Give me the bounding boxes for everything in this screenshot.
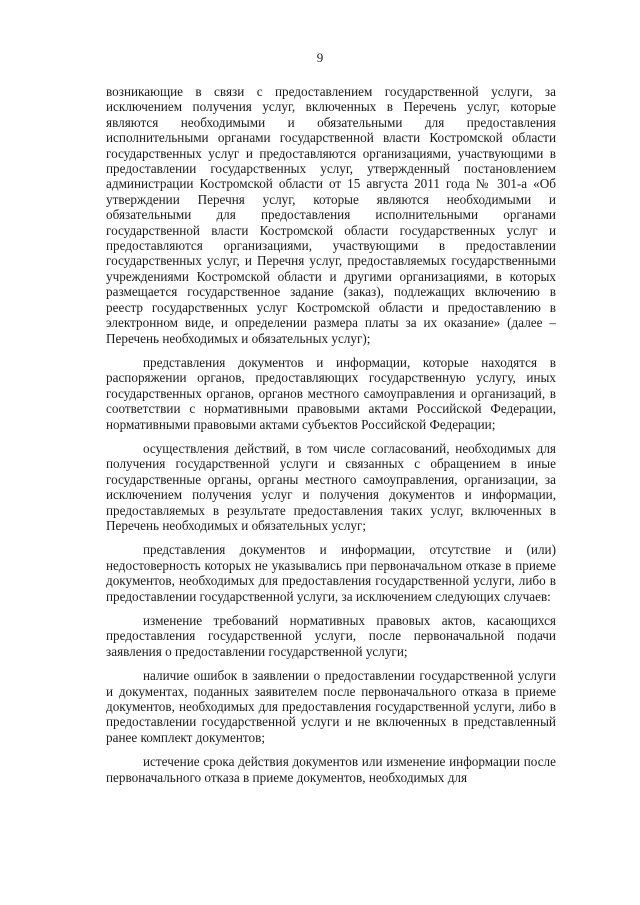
paragraph: представления документов и информации, которые находятся в распоряжении органов, предоставляющих государственную услугу, иных государственных органов, органов местного самоуправления и организаций, в соответствии с нормативными правовыми актами Российской Федерации, нормативными правовыми актами субъектов Российской Федерации; — [106, 354, 556, 432]
paragraph: осуществления действий, в том числе согласований, необходимых для получения государственной услуги и связанных с обращением в иные государственные органы, органы местного самоуправления, организации, за исключением получения услуг и получения документов и информации, предоставляемых в результате предоставления таких услуг, включенных в Перечень необходимых и обязательных услуг; — [106, 440, 556, 533]
paragraph: представления документов и информации, отсутствие и (или) недостоверность которых не указывались при первоначальном отказе в приеме документов, необходимых для предоставления государственной услуги, либо в предоставлении государственной услуги, за исключением следующих случаев: — [106, 542, 556, 604]
paragraph: истечение срока действия документов или изменение информации после первоначального отказа в приеме документов, необходимых для — [106, 754, 556, 785]
paragraph: возникающие в связи с предоставлением государственной услуги, за исключением получения услуг, включенных в Перечень услуг, которые являются необходимыми и обязательными для предоставления исполнительными органами государственной власти Костромской области государственных услуг и предоставляются организациями, участвующими в предоставлении государственных услуг, утвержденный постановлением администрации Костромской области от 15 августа 2011 года № 301-а «Об утверждении Перечня услуг, которые являются необходимыми и обязательными для предоставления исполнительными органами государственной власти Костромской области государственных услуг и предоставляются организациями, участвующими в предоставлении государственных услуг, и Перечня услуг, предоставляемых государственными учреждениями Костромской области и другими организациями, в которых размещается государственное задание (заказ), подлежащих включению в реестр государственных услуг Костромской области и предоставлению в электронном виде, и определении размера платы за их оказание» (далее – Перечень необходимых и обязательных услуг); — [106, 84, 556, 346]
paragraph: наличие ошибок в заявлении о предоставлении государственной услуги и документах, поданных заявителем после первоначального отказа в приеме документов, необходимых для предоставления государственной услуги, либо в предоставлении государственной услуги и не включенных в представленный ранее комплект документов; — [106, 668, 556, 745]
paragraph: изменение требований нормативных правовых актов, касающихся предоставления государственной услуги, после первоначальной подачи заявления о предоставлении государственной услуги; — [106, 613, 556, 659]
page-number: 9 — [316, 50, 324, 65]
document-body — [106, 84, 556, 785]
